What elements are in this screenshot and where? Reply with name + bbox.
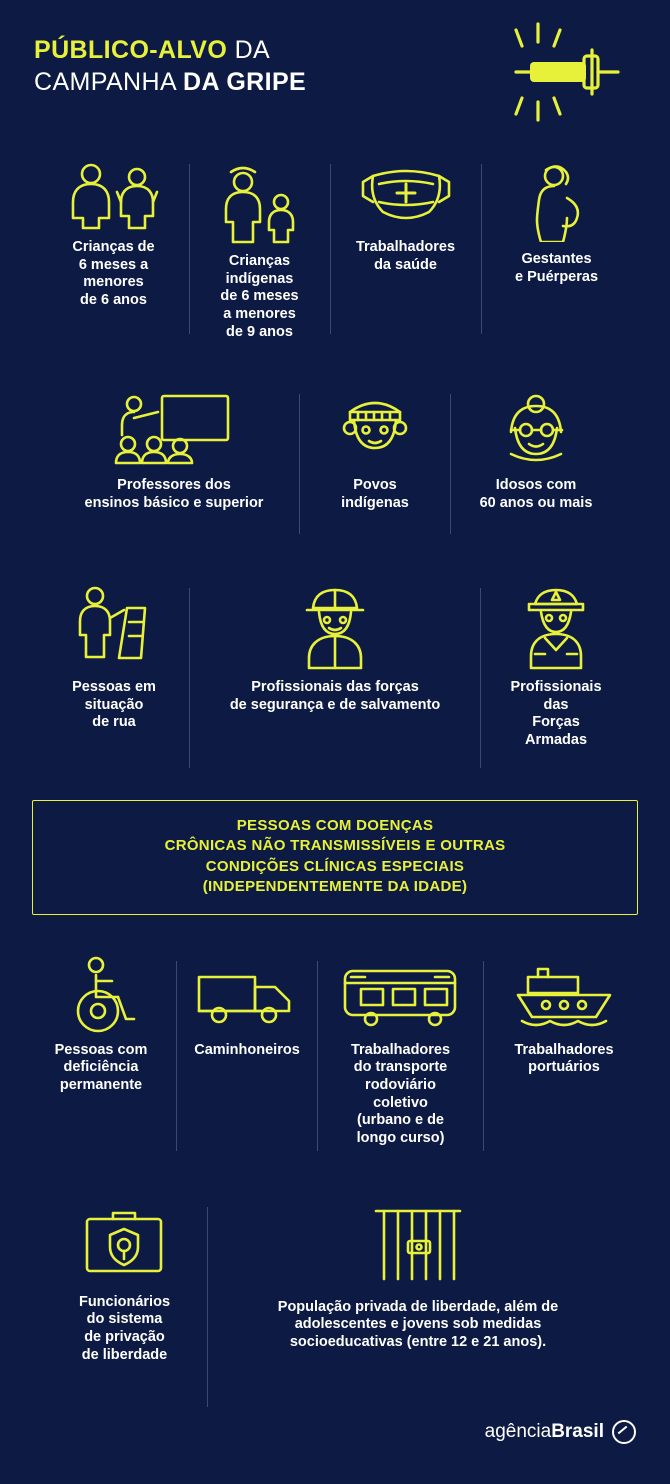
- item-trabalhadores-saude: [331, 158, 481, 274]
- item-label: Crianças de 6 meses a menores de 6 anos: [72, 239, 155, 309]
- elderly-woman-icon: [481, 388, 591, 468]
- ship-icon: [504, 955, 624, 1033]
- item-label: Profissionais das Forças Armadas: [510, 679, 602, 749]
- item-transporte-coletivo: [318, 955, 483, 1148]
- item-label: Professores dos ensinos básico e superior: [84, 477, 264, 511]
- bus-icon: [331, 955, 471, 1033]
- item-forcas-seguranca: [190, 582, 480, 714]
- indigenous-adult-child-icon: [205, 158, 315, 244]
- group-row-5: [0, 1201, 670, 1417]
- header: [0, 0, 670, 112]
- item-label: Trabalhadores portuários: [514, 1041, 614, 1076]
- item-label: População privada de liberdade, além de adolescentes e jovens sob medidas socioeducativas (entre 12 e 21 anos).: [277, 1298, 559, 1350]
- item-forcas-armadas: [481, 582, 631, 750]
- item-portuarios: [484, 955, 644, 1077]
- title-part-4: DA GRIPE: [183, 68, 307, 96]
- item-label: Pessoas com deficiência permanente: [54, 1041, 148, 1093]
- logo-text-bold: Brasil: [551, 1421, 604, 1442]
- prison-bars-icon: [358, 1201, 478, 1285]
- prison-badge-icon: [65, 1201, 185, 1285]
- item-idosos: [451, 388, 621, 512]
- two-children-icon: [59, 158, 169, 230]
- item-label: Pessoas em situação de rua: [72, 679, 156, 731]
- syringe-icon: [468, 20, 628, 125]
- item-label: Idosos com 60 anos ou mais: [479, 477, 593, 511]
- box-line-1: PESSOAS COM DOENÇAS: [236, 817, 434, 834]
- logo-mark-icon: [612, 1420, 636, 1444]
- item-label: Crianças indígenas de 6 meses a menores de 9 anos: [220, 253, 299, 340]
- item-label: Caminhoneiros: [194, 1041, 300, 1058]
- item-povos-indigenas: [300, 388, 450, 512]
- box-line-4: (INDEPENDENTEMENTE DA IDADE): [202, 878, 468, 896]
- item-professores: [49, 388, 299, 512]
- item-funcionarios-privacao: [42, 1201, 207, 1365]
- group-row-4: [0, 955, 670, 1161]
- logo-text: [485, 1421, 604, 1443]
- brand-logo: [485, 1420, 636, 1444]
- item-criancas-indigenas: [190, 158, 330, 341]
- chronic-conditions-box: [32, 800, 638, 915]
- truck-icon: [187, 955, 307, 1033]
- officer-icon: [501, 582, 611, 670]
- box-line-3: CONDIÇÕES CLÍNICAS ESPECIAIS: [205, 857, 465, 875]
- box-line-2: CRÔNICAS NÃO TRANSMISSÍVEIS E OUTRAS: [164, 837, 506, 855]
- logo-text-thin: agência: [484, 1421, 552, 1442]
- teacher-classroom-icon: [94, 388, 254, 468]
- group-row-2: [0, 388, 670, 544]
- group-row-1: [0, 158, 670, 344]
- item-label: Funcionários do sistema de privação de liberdade: [78, 1293, 171, 1363]
- item-pessoas-rua: [39, 582, 189, 732]
- item-label: Trabalhadores da saúde: [355, 239, 456, 273]
- item-label: Gestantes e Puérperas: [514, 251, 599, 285]
- item-deficiencia: [26, 955, 176, 1095]
- item-caminhoneiros: [177, 955, 317, 1060]
- indigenous-person-icon: [320, 388, 430, 468]
- title-part-3: CAMPANHA: [34, 68, 183, 96]
- group-row-3: [0, 582, 670, 778]
- title-part-2: DA: [227, 36, 271, 64]
- item-label: Profissionais das forças de segurança e de salvamento: [229, 679, 441, 713]
- item-label: Povos indígenas: [341, 477, 409, 511]
- homeless-person-icon: [59, 582, 169, 670]
- item-populacao-privada: [208, 1201, 628, 1352]
- pregnant-woman-icon: [502, 158, 612, 242]
- item-label: Trabalhadores do transporte rodoviário coletivo (urbano e de longo curso): [350, 1041, 451, 1146]
- item-criancas-6meses: [39, 158, 189, 310]
- item-gestantes: [482, 158, 632, 286]
- face-mask-icon: [351, 158, 461, 230]
- wheelchair-icon: [46, 955, 156, 1033]
- title-part-1: PÚBLICO-ALVO: [34, 36, 228, 64]
- firefighter-icon: [255, 582, 415, 670]
